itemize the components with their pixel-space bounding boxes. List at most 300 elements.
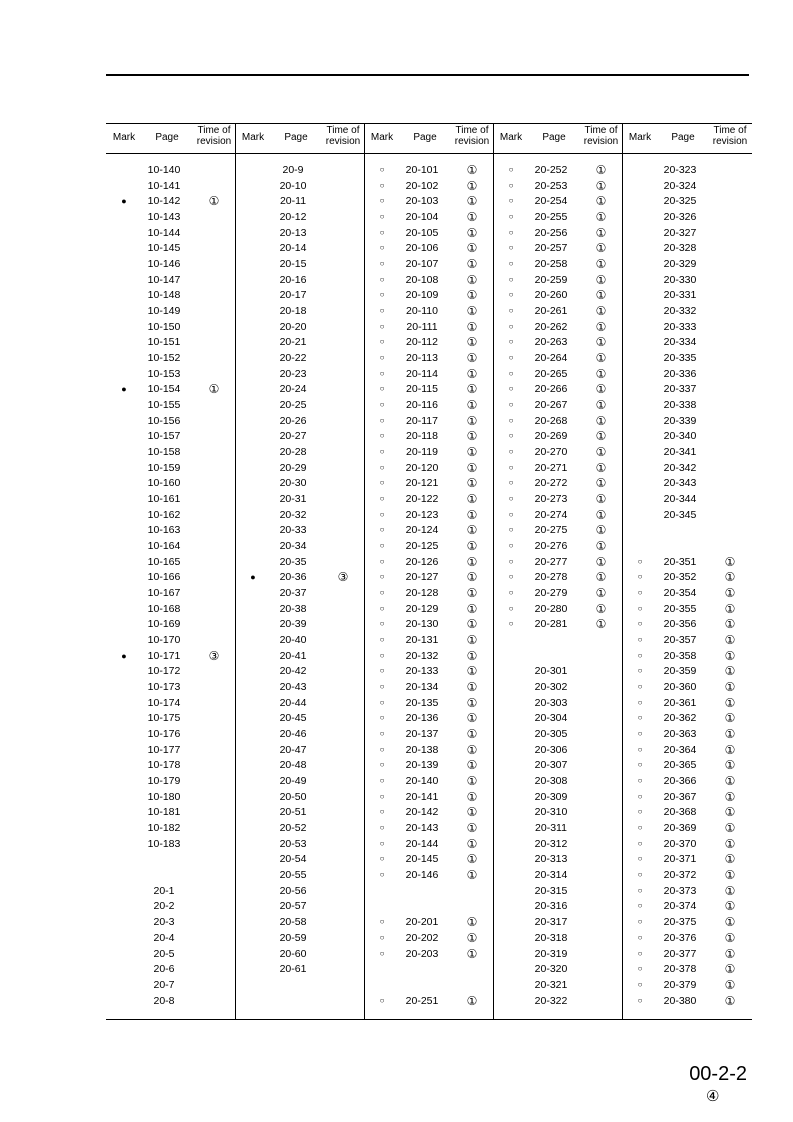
row-page: 10-170	[147, 634, 181, 647]
row-page: 20-145	[405, 853, 439, 866]
row-page: 10-154	[147, 383, 181, 396]
row-page: 10-172	[147, 665, 181, 678]
row-page: 20-321	[534, 978, 568, 991]
row-page: 20-340	[663, 430, 697, 443]
row-page: 10-162	[147, 508, 181, 521]
row-page: 20-269	[534, 430, 568, 443]
row-page: 20-30	[279, 477, 307, 490]
row-mark: ○	[379, 854, 385, 864]
row-mark: ○	[637, 917, 643, 927]
header-mark: Mark	[241, 132, 265, 143]
row-mark: ○	[508, 274, 514, 284]
row-revision: ①	[466, 319, 478, 334]
row-mark: ○	[508, 619, 514, 629]
row-mark: ○	[637, 697, 643, 707]
row-mark: ○	[637, 932, 643, 942]
row-page: 20-271	[534, 461, 568, 474]
row-revision: ①	[724, 977, 736, 992]
row-revision: ①	[595, 617, 607, 632]
row-mark: ○	[637, 650, 643, 660]
row-page: 20-47	[279, 743, 307, 756]
row-revision: ①	[466, 758, 478, 773]
row-page: 10-182	[147, 822, 181, 835]
row-mark: ○	[637, 995, 643, 1005]
row-mark: ○	[508, 603, 514, 613]
row-page: 20-126	[405, 555, 439, 568]
row-mark: ○	[379, 431, 385, 441]
row-revision: ①	[466, 570, 478, 585]
row-page: 20-305	[534, 728, 568, 741]
row-mark: ●	[250, 572, 256, 583]
row-page: 20-314	[534, 869, 568, 882]
row-page: 20-355	[663, 602, 697, 615]
row-page: 20-60	[279, 947, 307, 960]
row-mark: ○	[508, 447, 514, 457]
row-page: 20-372	[663, 869, 697, 882]
row-page: 20-323	[663, 164, 697, 176]
row-page: 20-110	[406, 305, 438, 318]
row-page: 20-125	[405, 540, 439, 553]
row-page: 20-329	[663, 258, 697, 271]
row-page: 20-313	[534, 853, 568, 866]
row-page: 20-312	[534, 837, 568, 850]
row-page: 20-352	[663, 571, 697, 584]
row-revision: ①	[466, 492, 478, 507]
row-page: 20-270	[534, 446, 568, 459]
row-revision: ①	[724, 868, 736, 883]
row-page: 10-176	[147, 728, 181, 741]
row-page: 20-18	[279, 305, 307, 318]
row-page: 20-322	[534, 994, 568, 1007]
row-mark: ○	[379, 650, 385, 660]
row-revision: ①	[595, 351, 607, 366]
row-revision: ①	[466, 789, 478, 804]
row-revision: ①	[595, 413, 607, 428]
row-mark: ○	[379, 619, 385, 629]
row-page: 20-337	[663, 383, 697, 396]
row-mark: ○	[637, 572, 643, 582]
row-page: 20-251	[405, 994, 439, 1007]
row-mark: ○	[379, 603, 385, 613]
row-mark: ○	[379, 368, 385, 378]
row-page: 20-127	[405, 571, 439, 584]
row-page: 20-361	[663, 696, 697, 709]
row-revision: ①	[466, 178, 478, 193]
row-page: 20-21	[279, 336, 307, 349]
row-revision: ①	[724, 930, 736, 945]
row-revision: ①	[595, 257, 607, 272]
row-page: 20-107	[405, 258, 439, 271]
row-page: 10-177	[147, 743, 181, 756]
row-page: 20-335	[663, 352, 697, 365]
row-revision: ①	[724, 586, 736, 601]
row-page: 20-370	[663, 837, 697, 850]
row-revision: ①	[466, 398, 478, 413]
header-page: Page	[671, 132, 695, 143]
row-page: 10-152	[147, 352, 181, 365]
header-mark: Mark	[499, 132, 523, 143]
row-page: 20-131	[405, 634, 439, 647]
row-page: 20-22	[279, 352, 307, 365]
header-time-of-revision	[710, 125, 750, 147]
header-page: Page	[542, 132, 566, 143]
row-page: 20-45	[279, 712, 307, 725]
row-revision: ①	[466, 257, 478, 272]
row-page: 20-136	[405, 712, 439, 725]
row-page: 10-173	[147, 681, 181, 694]
row-page: 20-122	[405, 493, 439, 506]
row-revision: ①	[466, 194, 478, 209]
row-page: 20-354	[663, 587, 697, 600]
row-revision: ①	[208, 194, 220, 209]
row-page: 20-378	[663, 963, 697, 976]
row-page: 20-120	[405, 461, 439, 474]
row-page: 20-6	[153, 963, 175, 976]
row-revision: ①	[466, 664, 478, 679]
row-page: 20-274	[534, 508, 568, 521]
row-page: 20-279	[534, 587, 568, 600]
header-time-of-revision-line2: revision	[712, 136, 748, 147]
row-mark: ○	[508, 353, 514, 363]
row-revision: ①	[466, 210, 478, 224]
column-separator	[364, 123, 365, 1020]
row-mark: ○	[379, 494, 385, 504]
row-page: 20-144	[405, 837, 439, 850]
row-page: 20-119	[406, 446, 438, 459]
row-revision: ①	[466, 476, 478, 491]
row-page: 20-306	[534, 743, 568, 756]
row-page: 20-57	[279, 900, 307, 913]
row-mark: ○	[508, 415, 514, 425]
row-page: 10-179	[147, 775, 181, 788]
row-page: 20-203	[405, 947, 439, 960]
row-mark: ○	[637, 948, 643, 958]
row-revision: ①	[724, 554, 736, 569]
row-revision: ①	[466, 836, 478, 851]
row-revision: ①	[466, 695, 478, 710]
row-page: 20-20	[279, 320, 307, 333]
row-revision: ①	[466, 304, 478, 319]
row-revision: ①	[466, 742, 478, 757]
page-number: 00-2-2	[689, 1063, 747, 1085]
row-revision: ③	[337, 570, 349, 585]
row-revision: ①	[595, 476, 607, 491]
row-page: 20-302	[534, 681, 568, 694]
row-page: 20-53	[279, 837, 307, 850]
header-time-of-revision	[323, 125, 363, 147]
row-page: 20-58	[279, 916, 307, 929]
row-page: 20-104	[405, 211, 439, 223]
row-revision: ①	[595, 601, 607, 616]
header-time-of-revision-line2: revision	[325, 136, 361, 147]
row-page: 20-139	[405, 759, 439, 772]
row-mark: ●	[121, 650, 127, 661]
row-mark: ○	[637, 964, 643, 974]
row-mark: ○	[379, 180, 385, 190]
row-page: 20-105	[405, 226, 439, 239]
row-page: 20-311	[535, 822, 567, 835]
row-page: 20-137	[405, 728, 439, 741]
row-page: 20-130	[405, 618, 439, 631]
row-mark: ○	[379, 588, 385, 598]
row-page: 10-141	[147, 179, 181, 192]
row-revision: ①	[466, 382, 478, 397]
row-page: 20-266	[534, 383, 568, 396]
row-page: 20-34	[279, 540, 307, 553]
column-separator	[622, 123, 623, 1020]
row-mark: ○	[379, 227, 385, 237]
revision-number: ④	[706, 1088, 720, 1105]
row-page: 20-254	[534, 195, 568, 208]
row-page: 20-103	[405, 195, 439, 208]
row-revision: ①	[466, 915, 478, 930]
column-separator	[493, 123, 494, 1020]
row-page: 20-50	[279, 790, 307, 803]
row-revision: ①	[595, 178, 607, 193]
row-page: 20-371	[663, 853, 697, 866]
row-page: 20-27	[279, 430, 307, 443]
row-revision: ①	[466, 335, 478, 350]
row-revision: ①	[595, 539, 607, 554]
row-mark: ○	[508, 556, 514, 566]
row-page: 10-180	[147, 790, 181, 803]
header-time-of-revision-line2: revision	[196, 136, 232, 147]
row-page: 10-149	[147, 305, 181, 318]
header-page: Page	[413, 132, 437, 143]
row-page: 20-111	[406, 320, 438, 333]
row-mark: ○	[379, 525, 385, 535]
row-page: 20-301	[534, 665, 568, 678]
row-mark: ○	[508, 431, 514, 441]
row-page: 20-304	[534, 712, 568, 725]
row-revision: ①	[595, 210, 607, 224]
row-mark: ○	[508, 227, 514, 237]
row-revision: ①	[595, 319, 607, 334]
row-revision: ①	[724, 742, 736, 757]
header-time-of-revision	[194, 125, 234, 147]
row-mark: ○	[637, 979, 643, 989]
row-page: 20-133	[405, 665, 439, 678]
row-page: 20-40	[279, 634, 307, 647]
row-revision: ①	[466, 821, 478, 836]
row-page: 20-339	[663, 414, 697, 427]
row-page: 20-24	[279, 383, 307, 396]
row-page: 10-171	[147, 649, 181, 662]
row-revision: ①	[595, 225, 607, 240]
row-page: 20-117	[406, 414, 438, 427]
row-revision: ①	[466, 727, 478, 742]
header-time-of-revision	[452, 125, 492, 147]
row-page: 20-32	[279, 508, 307, 521]
row-page: 10-156	[147, 414, 181, 427]
row-mark: ○	[379, 290, 385, 300]
row-page: 20-359	[663, 665, 697, 678]
header-page: Page	[284, 132, 308, 143]
row-revision: ①	[595, 570, 607, 585]
row-page: 10-161	[147, 493, 181, 506]
row-page: 10-181	[147, 806, 181, 819]
row-page: 20-324	[663, 179, 697, 192]
row-mark: ○	[379, 948, 385, 958]
row-revision: ①	[595, 272, 607, 287]
row-page: 20-366	[663, 775, 697, 788]
row-page: 20-121	[405, 477, 439, 490]
row-revision: ①	[466, 163, 478, 177]
row-revision: ①	[595, 382, 607, 397]
row-revision: ①	[595, 163, 607, 177]
header-time-of-revision-line1: Time of	[326, 125, 360, 136]
row-page: 20-303	[534, 696, 568, 709]
row-revision: ①	[724, 915, 736, 930]
row-page: 20-1	[153, 884, 175, 897]
row-mark: ○	[637, 760, 643, 770]
row-page: 20-102	[405, 179, 439, 192]
row-mark: ○	[379, 635, 385, 645]
bottom-rule	[106, 1019, 752, 1020]
row-mark: ○	[508, 243, 514, 253]
row-page: 20-3	[153, 916, 175, 929]
row-page: 20-134	[405, 681, 439, 694]
row-page: 20-260	[534, 289, 568, 302]
row-page: 20-330	[663, 273, 697, 286]
row-revision: ①	[466, 523, 478, 538]
row-page: 10-146	[147, 258, 181, 271]
row-revision: ①	[466, 601, 478, 616]
row-page: 20-113	[406, 352, 438, 365]
row-mark: ○	[637, 729, 643, 739]
row-page: 10-148	[147, 289, 181, 302]
row-revision: ①	[595, 554, 607, 569]
row-mark: ○	[637, 744, 643, 754]
row-revision: ①	[724, 601, 736, 616]
row-page: 20-55	[279, 869, 307, 882]
row-revision: ①	[466, 680, 478, 695]
header-bottom-line	[106, 153, 752, 154]
row-revision: ①	[724, 680, 736, 695]
row-revision: ①	[595, 398, 607, 413]
row-page: 20-380	[663, 994, 697, 1007]
row-page: 20-11	[279, 195, 307, 208]
row-page: 20-310	[534, 806, 568, 819]
row-page: 20-106	[405, 242, 439, 255]
row-page: 20-128	[405, 587, 439, 600]
row-mark: ○	[379, 682, 385, 692]
row-page: 20-54	[279, 853, 307, 866]
row-page: 20-140	[405, 775, 439, 788]
row-page: 20-258	[534, 258, 568, 271]
row-page: 20-257	[534, 242, 568, 255]
row-page: 20-253	[534, 179, 568, 192]
row-page: 20-308	[534, 775, 568, 788]
row-mark: ○	[379, 776, 385, 786]
row-mark: ○	[637, 807, 643, 817]
header-mark: Mark	[370, 132, 394, 143]
row-mark: ○	[379, 306, 385, 316]
row-revision: ①	[724, 664, 736, 679]
row-mark: ○	[379, 259, 385, 269]
row-revision: ①	[724, 758, 736, 773]
row-page: 20-369	[663, 822, 697, 835]
row-mark: ○	[379, 462, 385, 472]
row-mark: ○	[508, 384, 514, 394]
row-page: 20-263	[534, 336, 568, 349]
row-page: 20-36	[279, 571, 307, 584]
row-revision: ③	[208, 648, 220, 663]
row-revision: ①	[466, 711, 478, 726]
row-page: 20-379	[663, 978, 697, 991]
row-page: 10-143	[147, 211, 181, 223]
row-page: 20-365	[663, 759, 697, 772]
row-revision: ①	[466, 507, 478, 522]
row-page: 20-344	[663, 493, 697, 506]
row-page: 20-255	[534, 211, 568, 223]
row-revision: ①	[208, 382, 220, 397]
row-revision: ①	[466, 460, 478, 475]
row-mark: ○	[637, 635, 643, 645]
row-mark: ○	[508, 196, 514, 206]
row-revision: ①	[724, 805, 736, 820]
row-page: 10-157	[147, 430, 181, 443]
row-mark: ○	[379, 713, 385, 723]
column-separator	[235, 123, 236, 1020]
row-mark: ○	[379, 729, 385, 739]
row-page: 20-9	[282, 164, 304, 176]
row-mark: ○	[508, 165, 514, 174]
row-revision: ①	[724, 727, 736, 742]
row-page: 10-150	[147, 320, 181, 333]
row-mark: ○	[508, 259, 514, 269]
row-revision: ①	[595, 507, 607, 522]
row-revision: ①	[466, 445, 478, 460]
row-page: 20-362	[663, 712, 697, 725]
row-page: 20-29	[279, 461, 307, 474]
row-page: 20-275	[534, 524, 568, 537]
row-page: 10-166	[147, 571, 181, 584]
row-page: 20-118	[406, 430, 438, 443]
row-page: 20-338	[663, 399, 697, 412]
row-page: 20-319	[534, 947, 568, 960]
row-mark: ○	[379, 807, 385, 817]
row-page: 20-342	[663, 461, 697, 474]
row-page: 10-164	[147, 540, 181, 553]
header-time-of-revision	[581, 125, 621, 147]
row-page: 20-376	[663, 931, 697, 944]
row-mark: ○	[508, 572, 514, 582]
row-page: 20-109	[405, 289, 439, 302]
row-mark: ○	[379, 165, 385, 174]
row-page: 20-114	[406, 367, 438, 380]
row-page: 20-16	[279, 273, 307, 286]
row-page: 20-331	[663, 289, 697, 302]
row-page: 10-174	[147, 696, 181, 709]
row-page: 20-268	[534, 414, 568, 427]
header-time-of-revision-line1: Time of	[584, 125, 618, 136]
row-page: 20-367	[663, 790, 697, 803]
row-revision: ①	[595, 241, 607, 256]
row-revision: ①	[595, 304, 607, 319]
row-page: 20-135	[405, 696, 439, 709]
row-page: 20-360	[663, 681, 697, 694]
row-page: 20-101	[405, 164, 439, 176]
row-page: 20-14	[279, 242, 307, 255]
row-revision: ①	[466, 930, 478, 945]
row-mark: ○	[637, 682, 643, 692]
row-page: 20-281	[534, 618, 568, 631]
row-mark: ○	[637, 713, 643, 723]
row-page: 20-116	[406, 399, 438, 412]
row-page: 20-278	[534, 571, 568, 584]
row-mark: ○	[508, 494, 514, 504]
